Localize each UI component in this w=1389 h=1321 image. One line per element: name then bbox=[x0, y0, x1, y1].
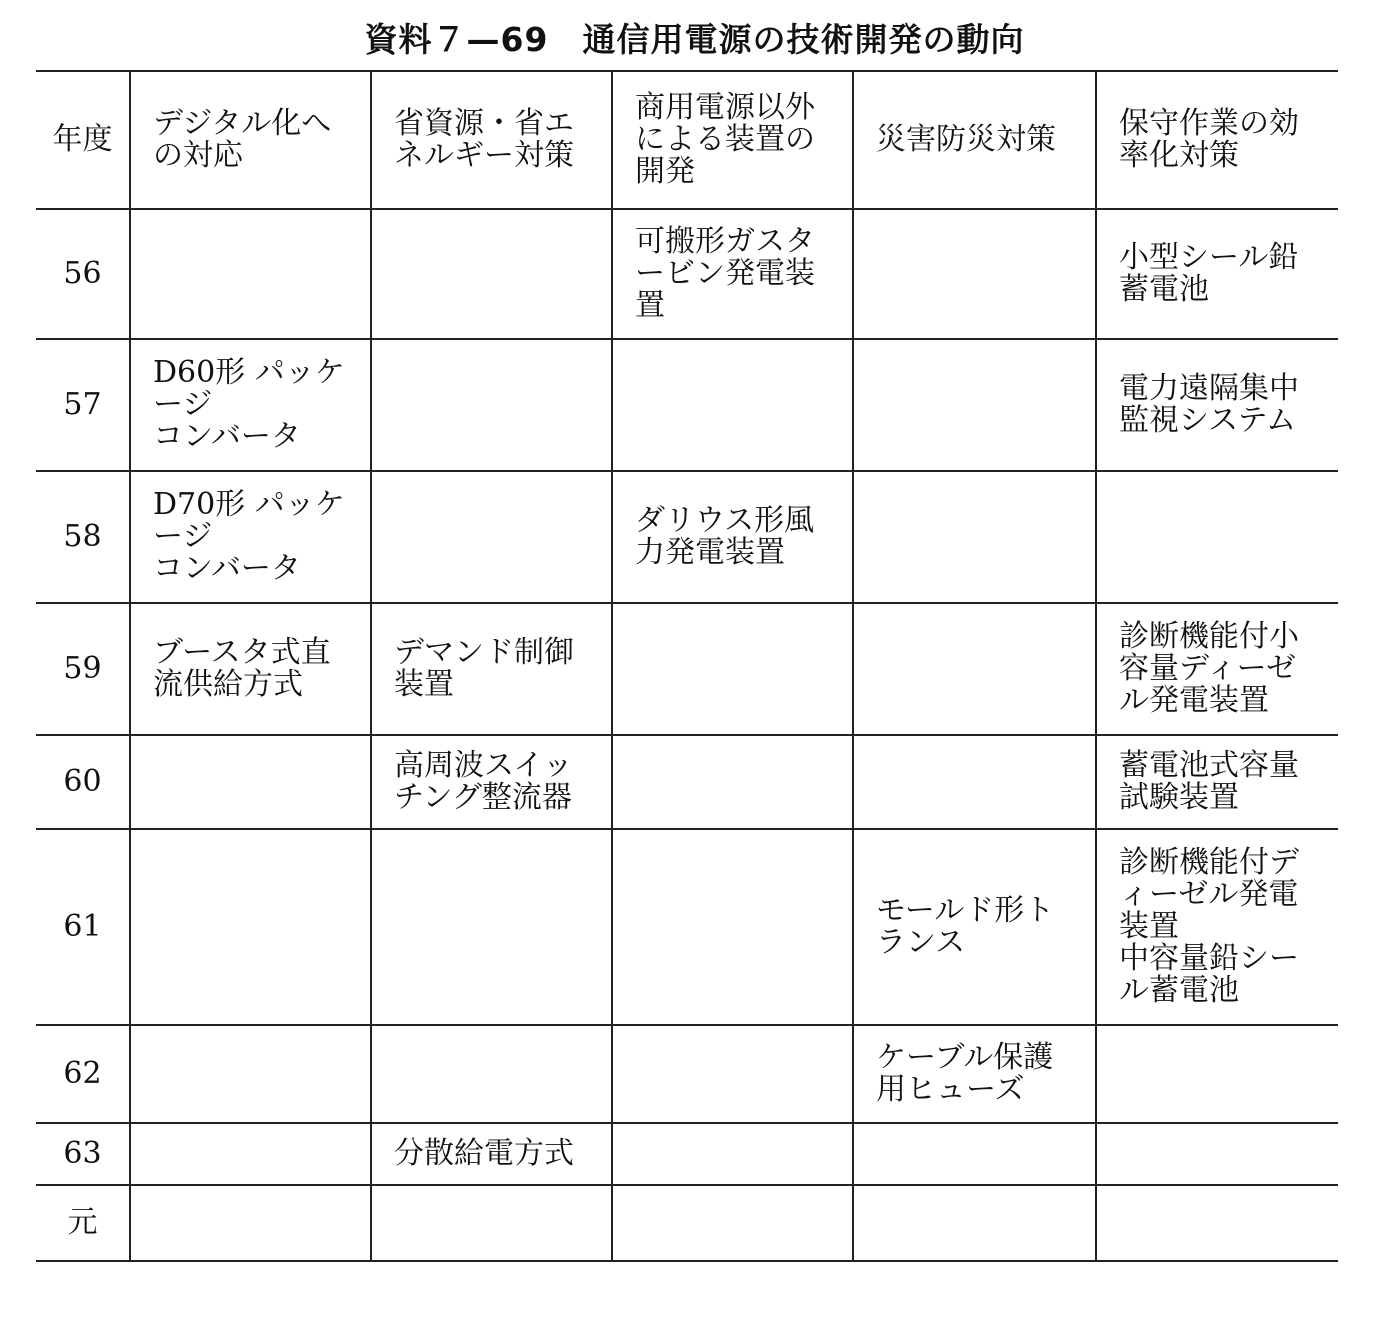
cell-text: デマンド制御装置 bbox=[394, 635, 574, 702]
year-cell: 61 bbox=[36, 829, 130, 1025]
column-header-non-commercial-power: 商用電源以外による装置の開発 bbox=[612, 71, 853, 209]
table-cell bbox=[853, 339, 1096, 471]
table-cell bbox=[1096, 603, 1338, 735]
cell-text: D70形 パッケージ コンバータ bbox=[153, 487, 345, 586]
table-row bbox=[36, 209, 1338, 339]
table-row bbox=[36, 735, 1338, 829]
year-cell: 62 bbox=[36, 1025, 130, 1123]
table-cell bbox=[612, 339, 853, 471]
table-cell bbox=[853, 209, 1096, 339]
table-cell bbox=[853, 735, 1096, 829]
year-cell: 60 bbox=[36, 735, 130, 829]
table-cell bbox=[371, 1025, 612, 1123]
table-cell bbox=[1096, 209, 1338, 339]
year-cell: 58 bbox=[36, 471, 130, 603]
cell-text: D60形 パッケージ コンバータ bbox=[153, 355, 345, 454]
cell-text: 分散給電方式 bbox=[394, 1136, 574, 1171]
document-heading: 通信用電源の技術開発の動向 bbox=[582, 20, 1025, 59]
column-header-disaster-prevention: 災害防災対策 bbox=[853, 71, 1096, 209]
document-number: 資料７—69 bbox=[364, 20, 549, 59]
table-row bbox=[36, 1025, 1338, 1123]
table-cell bbox=[371, 603, 612, 735]
cell-text: 診断機能付小容量ディーゼル発電装置 bbox=[1119, 619, 1299, 718]
table-row bbox=[36, 603, 1338, 735]
table-cell bbox=[130, 1185, 371, 1261]
table-cell bbox=[130, 1025, 371, 1123]
header-row bbox=[36, 71, 1338, 209]
cell-text: ブースタ式直流供給方式 bbox=[153, 635, 331, 702]
cell-text: 小型シール鉛蓄電池 bbox=[1119, 240, 1299, 307]
year-cell: 56 bbox=[36, 209, 130, 339]
cell-text: 可搬形ガスタービン発電装置 bbox=[635, 224, 815, 323]
table-cell bbox=[1096, 829, 1338, 1025]
table-cell bbox=[853, 1123, 1096, 1185]
cell-text: 診断機能付ディーゼル発電装置 中容量鉛シール蓄電池 bbox=[1119, 845, 1299, 1008]
table-cell bbox=[371, 735, 612, 829]
table-row bbox=[36, 1123, 1338, 1185]
table-cell bbox=[371, 829, 612, 1025]
table-cell bbox=[612, 1123, 853, 1185]
table-cell bbox=[612, 1185, 853, 1261]
table-body bbox=[36, 209, 1338, 1261]
table-cell bbox=[612, 471, 853, 603]
table-cell bbox=[130, 471, 371, 603]
table-cell bbox=[1096, 735, 1338, 829]
table-cell bbox=[853, 471, 1096, 603]
table-cell bbox=[612, 829, 853, 1025]
column-header-energy-saving: 省資源・省エネルギー対策 bbox=[371, 71, 612, 209]
tech-development-table bbox=[36, 70, 1338, 1262]
table-cell bbox=[612, 1025, 853, 1123]
table-cell bbox=[130, 735, 371, 829]
table-cell bbox=[371, 339, 612, 471]
table-row bbox=[36, 829, 1338, 1025]
table-row bbox=[36, 1185, 1338, 1261]
table-cell bbox=[1096, 339, 1338, 471]
table-cell bbox=[130, 339, 371, 471]
column-header-maintenance-efficiency: 保守作業の効率化対策 bbox=[1096, 71, 1338, 209]
table-cell bbox=[1096, 1025, 1338, 1123]
year-cell: 63 bbox=[36, 1123, 130, 1185]
table-cell bbox=[130, 829, 371, 1025]
year-cell: 57 bbox=[36, 339, 130, 471]
table-cell bbox=[130, 1123, 371, 1185]
year-cell: 59 bbox=[36, 603, 130, 735]
year-cell: 元 bbox=[36, 1185, 130, 1261]
table-cell bbox=[371, 1123, 612, 1185]
table-cell bbox=[371, 1185, 612, 1261]
cell-text: ダリウス形風力発電装置 bbox=[635, 503, 815, 570]
table-cell bbox=[1096, 471, 1338, 603]
document-title bbox=[0, 14, 1389, 61]
cell-text: 電力遠隔集中監視システム bbox=[1119, 371, 1299, 438]
table-cell bbox=[853, 1025, 1096, 1123]
cell-text: ケーブル保護用ヒューズ bbox=[876, 1040, 1054, 1107]
table-row bbox=[36, 339, 1338, 471]
cell-text: モールド形トランス bbox=[876, 893, 1055, 960]
table-cell bbox=[612, 735, 853, 829]
table-cell bbox=[1096, 1123, 1338, 1185]
cell-text: 高周波スイッチング整流器 bbox=[394, 748, 573, 815]
table-cell bbox=[853, 829, 1096, 1025]
table-cell bbox=[130, 209, 371, 339]
column-header-digital: デジタル化への対応 bbox=[130, 71, 371, 209]
cell-text: 蓄電池式容量試験装置 bbox=[1119, 748, 1299, 815]
table-cell bbox=[612, 209, 853, 339]
table-row bbox=[36, 471, 1338, 603]
table-cell bbox=[853, 603, 1096, 735]
table-cell bbox=[612, 603, 853, 735]
table-cell bbox=[1096, 1185, 1338, 1261]
table-cell bbox=[130, 603, 371, 735]
table-cell bbox=[371, 209, 612, 339]
table-cell bbox=[853, 1185, 1096, 1261]
table-cell bbox=[371, 471, 612, 603]
column-header-year: 年度 bbox=[36, 71, 130, 209]
